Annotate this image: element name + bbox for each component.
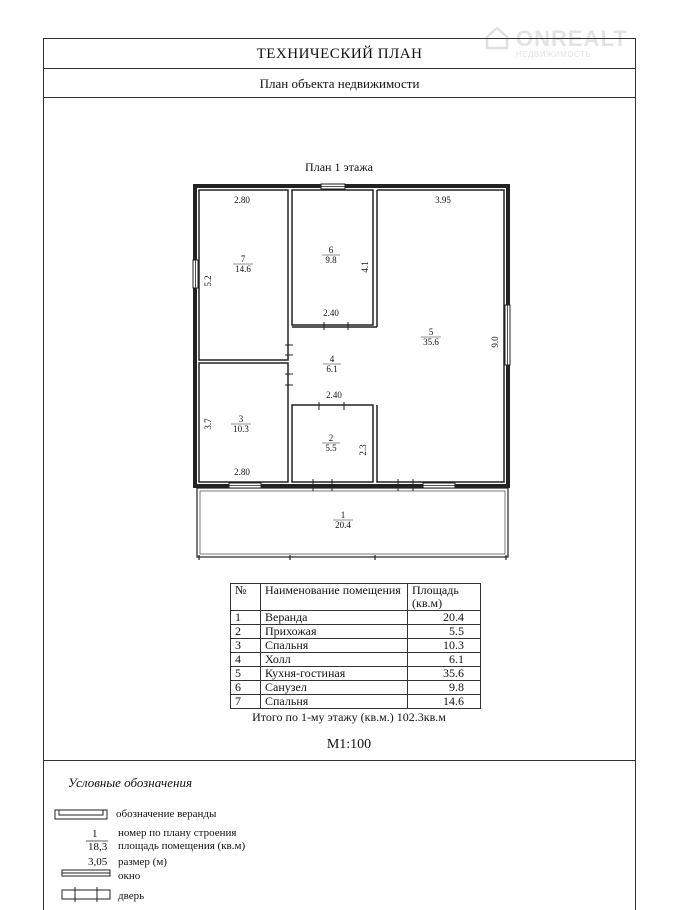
legend-title: Условные обозначения — [68, 775, 192, 790]
room-label-1 — [333, 510, 353, 530]
room-label-3 — [231, 414, 251, 434]
room-area: 9.8 — [325, 255, 337, 265]
room-7 — [199, 190, 288, 360]
rooms-table — [230, 583, 481, 709]
table-header-row — [231, 584, 481, 611]
table-row — [231, 625, 481, 639]
room-area: 20.4 — [335, 520, 351, 530]
cell-area: 5.5 — [408, 625, 481, 639]
dimension-label: 2.80 — [234, 467, 250, 477]
cell-name: Санузел — [261, 681, 408, 695]
veranda-symbol-icon — [55, 810, 107, 819]
legend-sample-size: 3,05 — [88, 856, 108, 868]
room-area: 35.6 — [423, 337, 439, 347]
door-symbol-icon — [62, 887, 110, 902]
table-row — [231, 611, 481, 625]
watermark-text: ONREALT — [516, 26, 628, 51]
cell-name: Спальня — [261, 695, 408, 709]
cell-area: 35.6 — [408, 667, 481, 681]
dimension-label: 2.3 — [358, 444, 368, 456]
legend-number-desc: номер по плану строения — [118, 827, 237, 839]
door-marks — [285, 322, 413, 491]
room-number: 3 — [238, 414, 244, 424]
cell-number: 2 — [231, 625, 261, 639]
cell-name: Веранда — [261, 611, 408, 625]
cell-name: Холл — [261, 653, 408, 667]
room-number: 1 — [340, 510, 346, 520]
dimension-label: 9.0 — [490, 336, 500, 348]
table-row — [231, 653, 481, 667]
dimension-label: 2.80 — [234, 195, 250, 205]
dimension-label: 4.1 — [360, 261, 370, 273]
room-number: 6 — [328, 245, 334, 255]
window-symbol-icon — [62, 870, 110, 876]
legend-door-desc: дверь — [118, 890, 145, 902]
legend-window-desc: окно — [118, 870, 141, 882]
room-label-4 — [323, 354, 341, 374]
veranda-inner-line — [200, 491, 505, 554]
sheet-subtitle: План объекта недвижимости — [44, 69, 635, 98]
watermark-subtext: НЕДВИЖИМОСТЬ — [516, 50, 592, 59]
room-area: 10.3 — [233, 424, 249, 434]
dimension-label: 5.2 — [203, 275, 213, 287]
legend-veranda-label: обозначение веранды — [116, 808, 217, 820]
room-5 — [377, 190, 504, 482]
room-area: 5.5 — [325, 443, 337, 453]
cell-area: 9.8 — [408, 681, 481, 695]
room-number: 2 — [328, 433, 334, 443]
cell-number: 4 — [231, 653, 261, 667]
cell-number: 7 — [231, 695, 261, 709]
room-label-7 — [233, 254, 253, 274]
total-area: Итого по 1-му этажу (кв.м.) 102.3кв.м — [252, 710, 446, 724]
cell-area: 20.4 — [408, 611, 481, 625]
cell-number: 6 — [231, 681, 261, 695]
cell-number: 3 — [231, 639, 261, 653]
room-number: 7 — [240, 254, 246, 264]
dimension-label: 3.7 — [203, 418, 213, 430]
cell-area: 10.3 — [408, 639, 481, 653]
sheet-title: ТЕХНИЧЕСКИЙ ПЛАН — [44, 39, 635, 69]
cell-number: 5 — [231, 667, 261, 681]
header-name: Наименование помещения — [261, 584, 408, 611]
legend-sample-area: 18,3 — [88, 841, 108, 853]
legend-separator — [43, 760, 636, 761]
table-row — [231, 667, 481, 681]
table-row — [231, 681, 481, 695]
room-label-6 — [322, 245, 340, 265]
veranda-outline — [197, 488, 508, 557]
room-number: 5 — [428, 327, 434, 337]
room-area: 14.6 — [235, 264, 251, 274]
dimension-label: 2.40 — [323, 308, 339, 318]
header-area: Площадь (кв.м) — [408, 584, 481, 611]
cell-area: 14.6 — [408, 695, 481, 709]
legend-area-desc: площадь помещения (кв.м) — [118, 840, 246, 852]
table-row — [231, 695, 481, 709]
room-number: 4 — [329, 354, 335, 364]
legend-size-desc: размер (м) — [118, 856, 167, 868]
cell-area: 6.1 — [408, 653, 481, 667]
cell-name: Кухня-гостиная — [261, 667, 408, 681]
dimension-label: 3.95 — [435, 195, 451, 205]
header-number: № — [231, 584, 261, 611]
legend-sample-number: 1 — [92, 828, 98, 840]
dimension-label: 2.40 — [326, 390, 342, 400]
cell-name: Прихожая — [261, 625, 408, 639]
room-area: 6.1 — [326, 364, 338, 374]
scale-label: М1:100 — [326, 737, 372, 752]
cell-number: 1 — [231, 611, 261, 625]
room-label-5 — [421, 327, 441, 347]
outer-wall — [195, 186, 508, 486]
cell-name: Спальня — [261, 639, 408, 653]
table-row — [231, 639, 481, 653]
plan-title: План 1 этажа — [305, 160, 373, 174]
room-label-2 — [322, 433, 340, 453]
